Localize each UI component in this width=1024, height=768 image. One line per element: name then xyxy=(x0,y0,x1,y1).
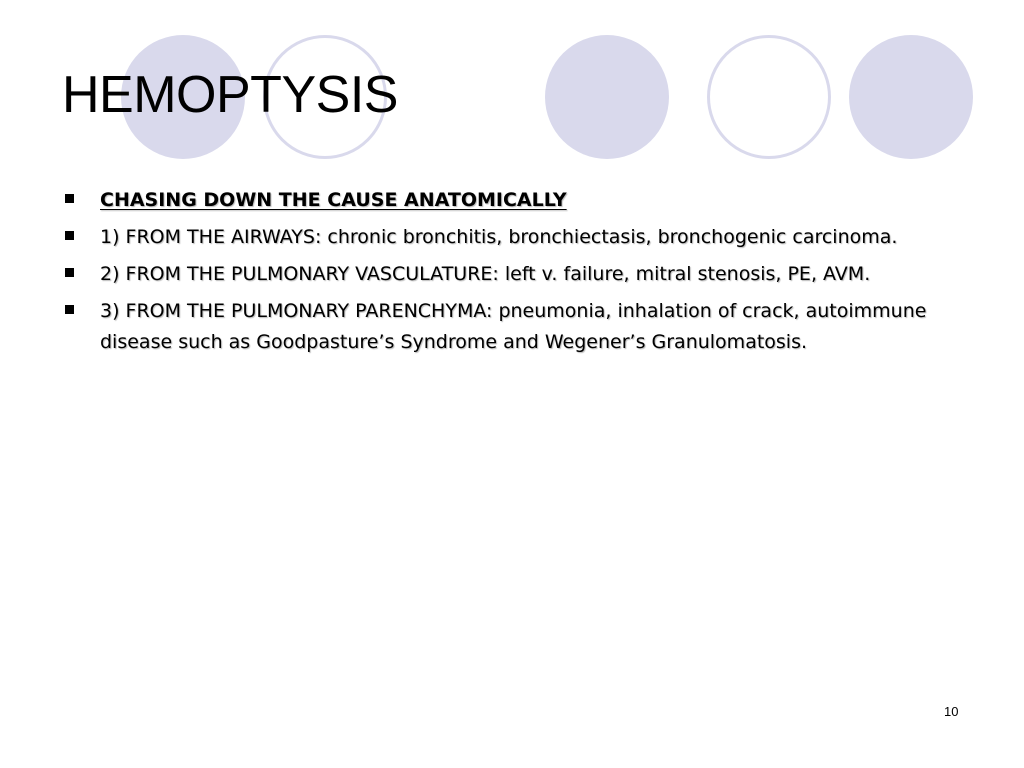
square-bullet-icon xyxy=(65,194,74,203)
bullet-item-parenchyma xyxy=(62,296,962,358)
decorative-circle-filled-2 xyxy=(545,35,669,159)
square-bullet-icon xyxy=(65,268,74,277)
bullet-text: 2) FROM THE PULMONARY VASCULATURE: left v. failure, mitral stenosis, PE, AVM. xyxy=(100,263,871,285)
page-number: 10 xyxy=(944,704,959,719)
decorative-circle-outline-2 xyxy=(707,35,831,159)
bullet-item-airways xyxy=(62,222,962,253)
bullet-text: CHASING DOWN THE CAUSE ANATOMICALLY xyxy=(100,189,567,211)
square-bullet-icon xyxy=(65,231,74,240)
bullet-item-heading xyxy=(62,185,962,216)
bullet-text: 1) FROM THE AIRWAYS: chronic bronchitis, bronchiectasis, bronchogenic carcinoma. xyxy=(100,226,898,248)
decorative-circle-filled-3 xyxy=(849,35,973,159)
slide-title: HEMOPTYSIS xyxy=(62,66,398,124)
square-bullet-icon xyxy=(65,305,74,314)
bullet-list xyxy=(62,185,962,364)
bullet-text: 3) FROM THE PULMONARY PARENCHYMA: pneumonia, inhalation of crack, autoimmune disease such as Goodpasture’s Syndrome and Wegener’s Granulomatosis. xyxy=(100,300,927,353)
bullet-item-vasculature xyxy=(62,259,962,290)
